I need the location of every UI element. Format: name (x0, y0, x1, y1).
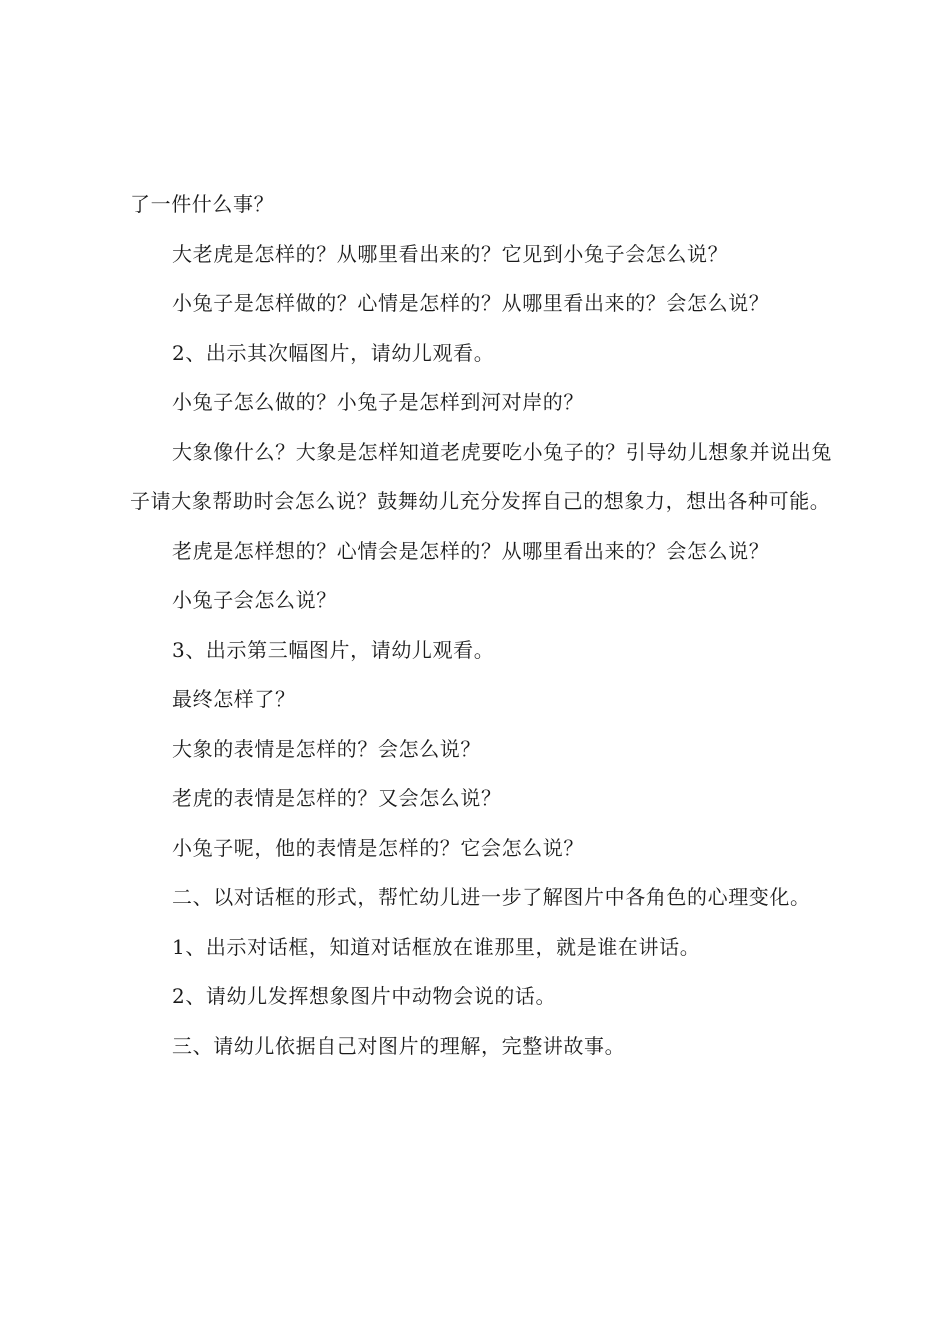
paragraph-ending-question: 最终怎样了？ (172, 687, 296, 711)
document-body (130, 180, 832, 1071)
paragraph-step-3-heading: 3、出示第三幅图片，请幼儿观看。 (172, 637, 495, 662)
paragraph-elephant-expression: 大象的表情是怎样的？会怎么说？ (172, 736, 481, 761)
paragraph-tiger-question: 大老虎是怎样的？从哪里看出来的？它见到小兔子会怎么说？ (172, 241, 729, 266)
paragraph-section-2-heading: 二、以对话框的形式，帮忙幼儿进一步了解图片中各角色的心理变化。 (172, 885, 811, 909)
paragraph-tiger-thinking: 老虎是怎样想的？心情会是怎样的？从哪里看出来的？会怎么说？ (172, 538, 770, 563)
paragraph-rabbit-question: 小兔子是怎样做的？心情是怎样的？从哪里看出来的？会怎么说？ (172, 291, 770, 315)
paragraph-rabbit-river: 小兔子怎么做的？小兔子是怎样到河对岸的？ (172, 390, 584, 414)
paragraph-rabbit-expression: 小兔子呢，他的表情是怎样的？它会怎么说？ (172, 835, 584, 860)
paragraph-step-2-heading: 2、出示其次幅图片，请幼儿观看。 (172, 340, 495, 365)
paragraph-section-3-heading: 三、请幼儿依据自己对图片的理解，完整讲故事。 (172, 1033, 626, 1058)
paragraph-elephant-question: 大象像什么？大象是怎样知道老虎要吃小兔子的？引导幼儿想象并说出兔子请大象帮助时会怎么说？鼓舞幼儿充分发挥自己的想象力，想出各种可能。 (130, 439, 832, 513)
paragraph-tiger-expression: 老虎的表情是怎样的？又会怎么说？ (172, 786, 502, 810)
paragraph-continuation: 了一件什么事？ (130, 192, 275, 216)
paragraph-dialog-box-step-1: 1、出示对话框，知道对话框放在谁那里，就是谁在讲话。 (172, 934, 701, 959)
paragraph-rabbit-speaks: 小兔子会怎么说？ (172, 588, 337, 612)
paragraph-dialog-box-step-2: 2、请幼儿发挥想象图片中动物会说的话。 (172, 984, 557, 1008)
